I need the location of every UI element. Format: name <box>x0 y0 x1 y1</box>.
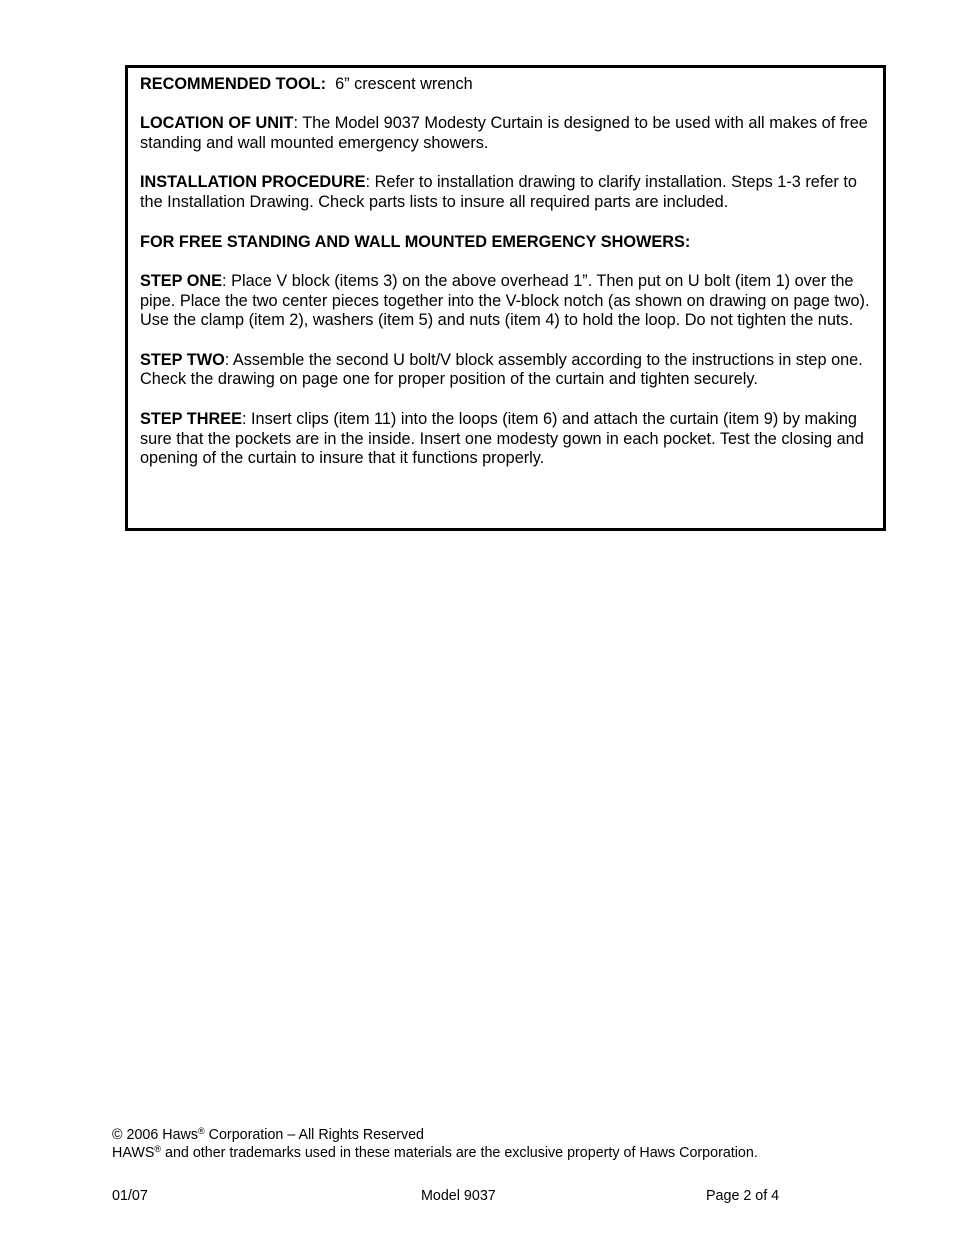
step-two-text: : Assemble the second U bolt/V block assembly according to the instructions in step one. Check the drawing on page one for proper position of the curtain and tighten securely. <box>140 350 863 389</box>
location-text: : The Model 9037 Modesty Curtain is designed to be used with all makes of free standing and wall mounted emergency showers. <box>140 114 868 153</box>
recommended-tool-text: 6” crescent wrench <box>335 75 473 93</box>
procedure-label: INSTALLATION PROCEDURE <box>140 173 366 192</box>
recommended-tool-label: RECOMMENDED TOOL: <box>140 75 327 93</box>
procedure-text: : Refer to installation drawing to clarify installation. Steps 1-3 refer to the Installation Drawing. Check parts lists to insure all required parts are included. <box>140 173 857 212</box>
copyright-line <box>112 1126 872 1144</box>
step-one-paragraph <box>140 272 875 331</box>
instructions-box <box>125 65 886 531</box>
step-one-label: STEP ONE <box>140 271 223 290</box>
location-paragraph <box>140 114 875 153</box>
step-two-paragraph <box>140 351 875 390</box>
footer-model: Model 9037 <box>421 1188 496 1204</box>
section-heading: FOR FREE STANDING AND WALL MOUNTED EMERGENCY SHOWERS: <box>140 232 691 251</box>
registered-mark: ® <box>198 1126 205 1136</box>
step-three-text: : Insert clips (item 11) into the loops (item 6) and attach the curtain (item 9) by making sure that the pockets are in the inside. Insert one modesty gown in each pocket. Test the closing and opening of the curtain to insure that it functions properly. <box>140 409 864 468</box>
recommended-tool-paragraph <box>140 75 875 95</box>
trademark-line <box>112 1144 872 1162</box>
copyright-prefix: © 2006 Haws <box>112 1127 199 1143</box>
location-label: LOCATION OF UNIT <box>140 114 294 133</box>
footer-copyright <box>112 1126 872 1162</box>
step-three-label: STEP THREE <box>140 409 242 428</box>
trademark-prefix: HAWS <box>112 1145 155 1161</box>
step-three-paragraph <box>140 410 875 469</box>
step-two-label: STEP TWO <box>140 350 225 369</box>
trademark-suffix: and other trademarks used in these materials are the exclusive property of Haws Corporation. <box>161 1145 758 1161</box>
footer-page-number: Page 2 of 4 <box>706 1188 780 1204</box>
registered-mark: ® <box>154 1144 162 1154</box>
footer-date: 01/07 <box>112 1188 148 1204</box>
procedure-paragraph <box>140 173 875 212</box>
step-one-text: : Place V block (items 3) on the above overhead 1”. Then put on U bolt (item 1) over the pipe. Place the two center pieces together into the V-block notch (as shown on drawing on page two). Use the clamp (item 2), washers (item 5) and nuts (item 4) to hold the loop. Do not tighten the nuts. <box>140 271 870 330</box>
copyright-suffix: Corporation – All Rights Reserved <box>204 1127 425 1143</box>
instructions-content <box>140 75 875 489</box>
